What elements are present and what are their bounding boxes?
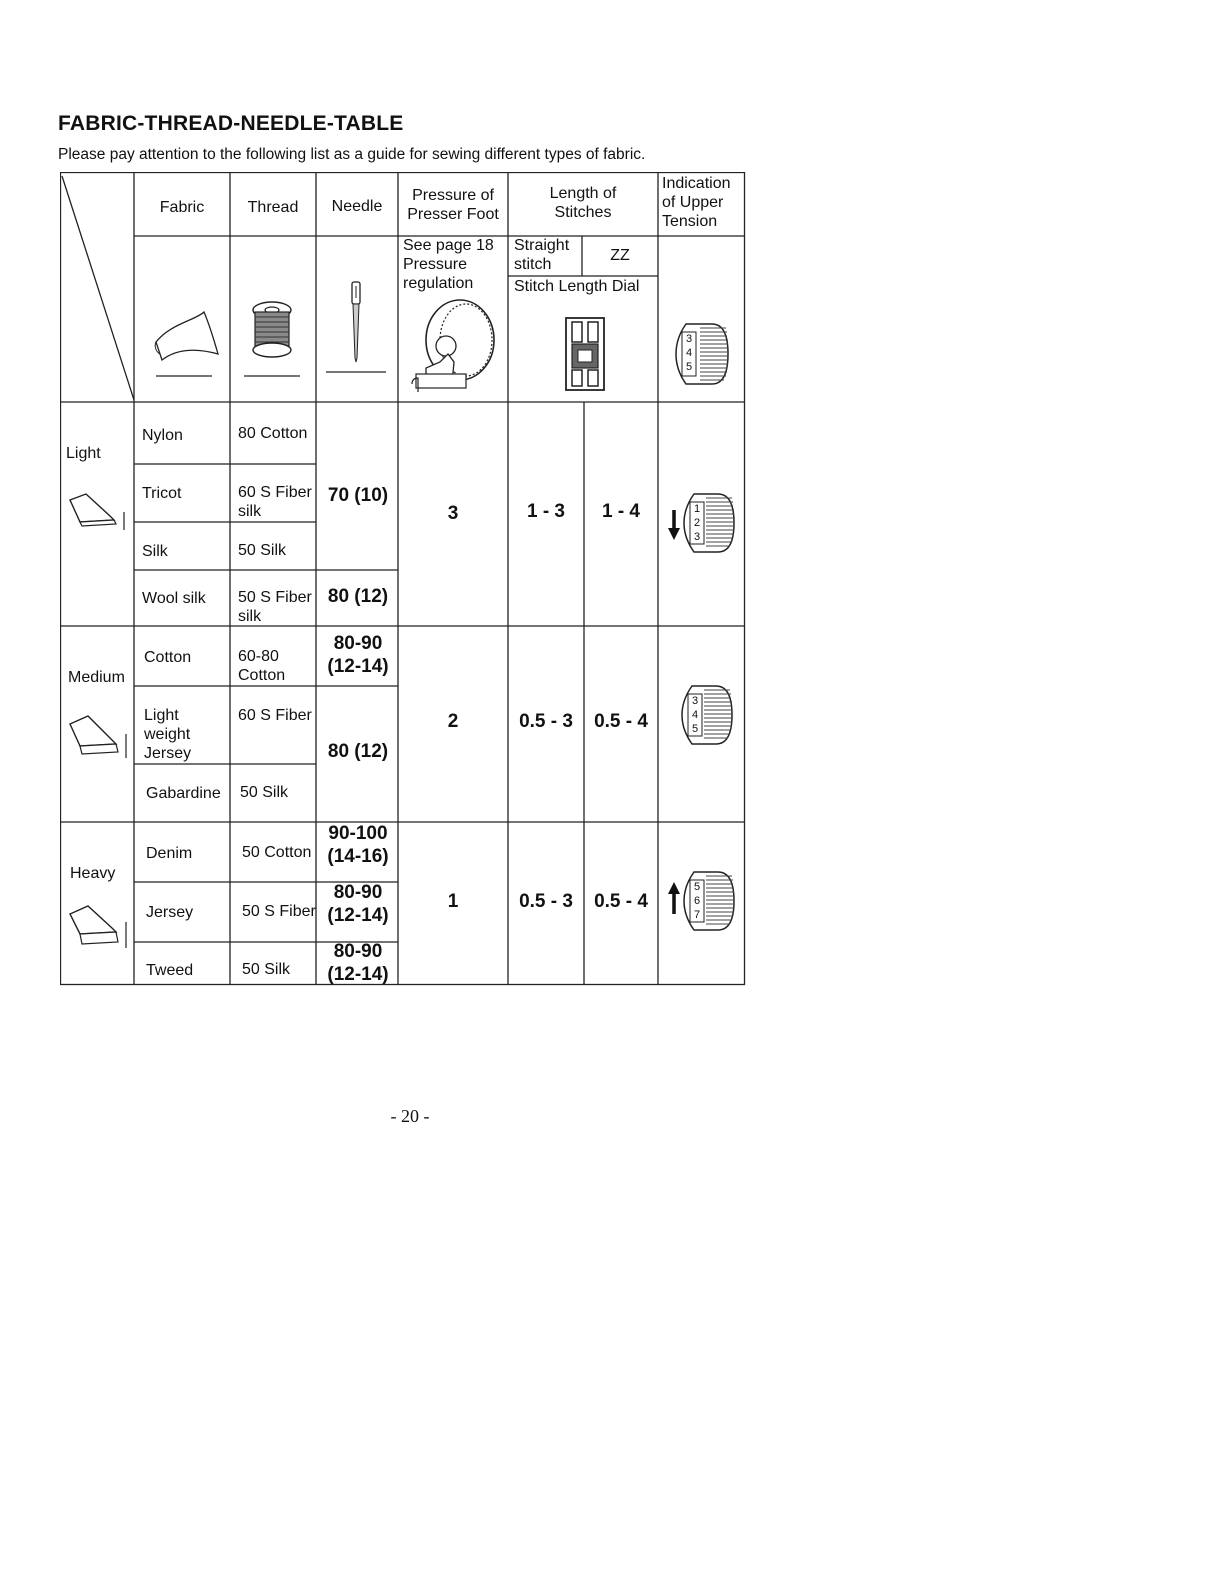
group-label-heavy: Heavy (70, 865, 116, 882)
pressure-note: See page 18 Pressure regulation (403, 237, 494, 292)
straight-length-cell: 0.5 - 3 (519, 711, 573, 732)
dial-number: 7 (693, 909, 701, 921)
fabric-medium-icon (66, 712, 130, 758)
header-fabric: Fabric (159, 199, 205, 216)
fabric-light-icon (66, 490, 130, 530)
stitch-length-dial-label: Stitch Length Dial (514, 278, 640, 295)
dial-number: 5 (691, 723, 699, 735)
thread-cell: 50 Silk (242, 961, 291, 978)
thread-cell: 60 S Fiber silk (238, 484, 312, 520)
header-length: Length of Stitches (549, 185, 617, 221)
needle-cell: 80-90 (12-14) (327, 633, 389, 677)
tension-dial-icon (672, 320, 732, 388)
intro-text: Please pay attention to the following list as a guide for sewing different types of fabric. (58, 146, 646, 163)
thread-spool-icon (250, 300, 294, 360)
zz-length-cell: 0.5 - 4 (594, 891, 648, 912)
header-thread: Thread (247, 199, 299, 216)
header-tension: Indication of Upper Tension (662, 175, 731, 230)
fabric-cell: Light weight Jersey (144, 707, 192, 762)
fabric-cell: Gabardine (146, 785, 221, 802)
dial-number: 3 (685, 333, 693, 345)
thread-cell: 50 Silk (238, 542, 287, 559)
thread-cell: 60 S Fiber (238, 707, 312, 724)
pressure-cell: 1 (447, 891, 459, 912)
fabric-cell: Cotton (144, 649, 192, 666)
needle-cell: 80-90 (12-14) (327, 941, 389, 985)
arrow-down-icon (668, 510, 680, 540)
zz-length-cell: 0.5 - 4 (594, 711, 648, 732)
fabric-thread-needle-table (60, 172, 752, 992)
dial-number: 5 (693, 881, 701, 893)
fabric-cell: Tweed (146, 962, 194, 979)
tension-medium-indicator (678, 682, 740, 748)
group-label-medium: Medium (68, 669, 125, 686)
dial-number: 5 (685, 361, 693, 373)
zz-length-cell: 1 - 4 (601, 501, 641, 522)
fabric-cell: Tricot (142, 485, 182, 502)
thread-cell: 80 Cotton (238, 425, 308, 442)
fabric-cell: Silk (142, 543, 168, 560)
dial-number: 4 (685, 347, 693, 359)
needle-cell: 80 (12) (327, 741, 389, 762)
pressure-cell: 3 (447, 503, 459, 524)
needle-cell: 80-90 (12-14) (327, 882, 389, 926)
dial-number: 3 (691, 695, 699, 707)
tension-heavy-indicator (664, 868, 744, 934)
thread-cell: 50 Silk (240, 784, 289, 801)
straight-length-cell: 0.5 - 3 (519, 891, 573, 912)
thread-cell: 50 Cotton (242, 844, 312, 861)
needle-icon (346, 280, 366, 364)
zz-label: ZZ (610, 247, 630, 264)
fabric-cell: Wool silk (142, 590, 206, 607)
fabric-cell: Jersey (146, 904, 194, 921)
needle-cell: 70 (10) (327, 485, 389, 506)
dial-number: 4 (691, 709, 699, 721)
needle-cell: 80 (12) (327, 586, 389, 607)
header-needle: Needle (331, 198, 383, 215)
fabric-cell: Denim (146, 845, 193, 862)
thread-cell: 60-80 Cotton (238, 648, 286, 684)
pressure-cell: 2 (447, 711, 459, 732)
dial-number: 1 (693, 503, 701, 515)
fabric-swatch-icon (148, 302, 222, 366)
thread-cell: 50 S Fiber (242, 903, 316, 920)
fabric-cell: Nylon (142, 427, 183, 444)
needle-cell: 90-100 (14-16) (327, 823, 389, 867)
arrow-up-icon (668, 882, 680, 914)
fabric-heavy-icon (66, 902, 130, 948)
dial-number: 2 (693, 517, 701, 529)
dial-number: 3 (693, 531, 701, 543)
straight-length-cell: 1 - 3 (526, 501, 566, 522)
thread-cell: 50 S Fiber silk (238, 589, 312, 625)
tension-light-indicator (664, 490, 744, 556)
straight-stitch-label: Straight stitch (514, 237, 570, 273)
stitch-length-dial-icon (564, 316, 606, 392)
header-pressure: Pressure of Presser Foot (407, 187, 499, 223)
group-label-light: Light (66, 445, 101, 462)
page-number: - 20 - (390, 1106, 430, 1126)
page-title: FABRIC-THREAD-NEEDLE-TABLE (58, 112, 404, 135)
dial-number: 6 (693, 895, 701, 907)
pressure-dial-icon (406, 292, 502, 396)
